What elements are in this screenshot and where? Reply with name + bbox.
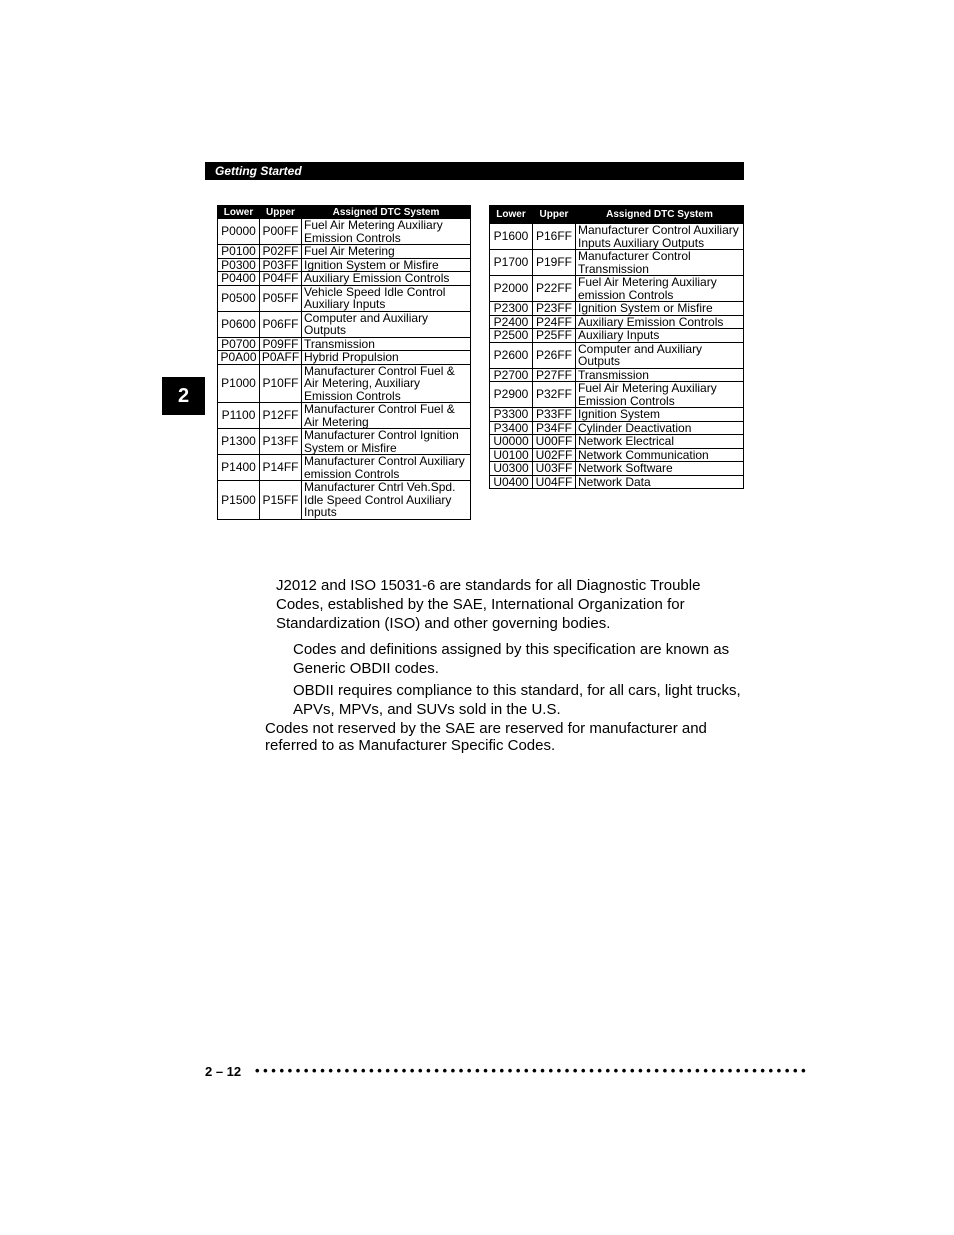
code-upper: P06FF <box>260 311 302 337</box>
dtc-system: Fuel Air Metering Auxiliary Emission Controls <box>576 382 744 408</box>
table-row <box>490 224 744 250</box>
table-row <box>490 448 744 462</box>
code-lower: P1300 <box>218 429 260 455</box>
code-upper: P32FF <box>533 382 576 408</box>
dtc-system: Auxiliary Emission Controls <box>302 272 471 286</box>
code-lower: U0100 <box>490 448 533 462</box>
code-upper: P23FF <box>533 302 576 316</box>
dtc-system: Auxiliary Inputs <box>576 329 744 343</box>
table-row <box>490 302 744 316</box>
dtc-system: Network Data <box>576 475 744 489</box>
dtc-system: Manufacturer Control Ignition System or Misfire <box>302 429 471 455</box>
dtc-system: Manufacturer Control Fuel & Air Metering, Auxiliary Emission Controls <box>302 364 471 403</box>
column-header-system: Assigned DTC System <box>302 206 471 219</box>
dtc-system: Manufacturer Control Fuel & Air Metering <box>302 403 471 429</box>
code-lower: P0A00 <box>218 351 260 365</box>
dtc-system: Computer and Auxiliary Outputs <box>576 342 744 368</box>
dtc-system: Ignition System <box>576 408 744 422</box>
section-title: Getting Started <box>215 164 302 178</box>
page-number: 2 – 12 <box>205 1064 242 1079</box>
generic-codes-paragraph: Codes and definitions assigned by this specification are known as Generic OBDII codes. <box>293 641 730 677</box>
column-header-lower: Lower <box>218 206 260 219</box>
table-row <box>218 245 471 259</box>
code-upper: U02FF <box>533 448 576 462</box>
dtc-system: Fuel Air Metering <box>302 245 471 259</box>
dtc-system: Auxiliary Emission Controls <box>576 315 744 329</box>
dtc-system: Fuel Air Metering Auxiliary Emission Controls <box>302 219 471 245</box>
column-header-upper: Upper <box>260 206 302 219</box>
code-lower: P2300 <box>490 302 533 316</box>
code-upper: P34FF <box>533 421 576 435</box>
code-upper: P33FF <box>533 408 576 422</box>
code-lower: U0300 <box>490 462 533 476</box>
table-row <box>218 481 471 520</box>
table-header-row <box>490 206 744 224</box>
code-upper: P02FF <box>260 245 302 259</box>
code-lower: P2900 <box>490 382 533 408</box>
code-lower: P0700 <box>218 337 260 351</box>
code-upper: P26FF <box>533 342 576 368</box>
dtc-system: Manufacturer Control Auxiliary Inputs Auxiliary Outputs <box>576 224 744 250</box>
code-upper: P27FF <box>533 368 576 382</box>
table-row <box>490 475 744 489</box>
table-row <box>218 272 471 286</box>
code-upper: P22FF <box>533 276 576 302</box>
code-lower: P0100 <box>218 245 260 259</box>
table-row <box>218 337 471 351</box>
dtc-system: Vehicle Speed Idle Control Auxiliary Inputs <box>302 285 471 311</box>
compliance-paragraph: OBDII requires compliance to this standard, for all cars, light trucks, APVs, MPVs, and SUVs sold in the U.S. <box>293 682 741 718</box>
dtc-system: Computer and Auxiliary Outputs <box>302 311 471 337</box>
table-row <box>490 329 744 343</box>
dtc-system: Manufacturer Control Auxiliary emission Controls <box>302 455 471 481</box>
dtc-system: Ignition System or Misfire <box>576 302 744 316</box>
code-lower: P0000 <box>218 219 260 245</box>
dtc-system: Ignition System or Misfire <box>302 258 471 272</box>
code-lower: P2400 <box>490 315 533 329</box>
code-lower: P1500 <box>218 481 260 520</box>
chapter-tab: 2 <box>162 377 205 415</box>
code-lower: P1600 <box>490 224 533 250</box>
table-row <box>490 315 744 329</box>
code-lower: U0400 <box>490 475 533 489</box>
table-row <box>218 351 471 365</box>
code-lower: P1400 <box>218 455 260 481</box>
code-lower: P0400 <box>218 272 260 286</box>
code-upper: P05FF <box>260 285 302 311</box>
code-lower: P2500 <box>490 329 533 343</box>
dtc-system: Hybrid Propulsion <box>302 351 471 365</box>
code-lower: P1000 <box>218 364 260 403</box>
dtc-table-right <box>489 205 744 489</box>
code-upper: P14FF <box>260 455 302 481</box>
table-row <box>218 258 471 272</box>
code-upper: P15FF <box>260 481 302 520</box>
table-row <box>218 311 471 337</box>
table-row <box>218 455 471 481</box>
code-upper: P03FF <box>260 258 302 272</box>
column-header-system: Assigned DTC System <box>576 206 744 224</box>
code-lower: P3400 <box>490 421 533 435</box>
code-lower: U0000 <box>490 435 533 449</box>
code-upper: P12FF <box>260 403 302 429</box>
dtc-system: Network Electrical <box>576 435 744 449</box>
table-row <box>490 435 744 449</box>
dtc-system: Transmission <box>576 368 744 382</box>
table-row <box>490 250 744 276</box>
code-upper: P19FF <box>533 250 576 276</box>
table-row <box>490 462 744 476</box>
code-lower: P0300 <box>218 258 260 272</box>
footer-dot-leader: •••••••••••••••••••••••••••••••••••••••••••••••••••••••••••••••••••• <box>255 1063 810 1078</box>
manufacturer-codes-paragraph: Codes not reserved by the SAE are reserved for manufacturer and referred to as Manufacturer Specific Codes. <box>265 720 707 754</box>
code-upper: P00FF <box>260 219 302 245</box>
code-lower: P2600 <box>490 342 533 368</box>
code-upper: P09FF <box>260 337 302 351</box>
code-upper: P0AFF <box>260 351 302 365</box>
table-row <box>218 285 471 311</box>
dtc-system: Fuel Air Metering Auxiliary emission Controls <box>576 276 744 302</box>
column-header-lower: Lower <box>490 206 533 224</box>
dtc-system: Manufacturer Cntrl Veh.Spd. Idle Speed Control Auxiliary Inputs <box>302 481 471 520</box>
table-row <box>218 364 471 403</box>
code-lower: P3300 <box>490 408 533 422</box>
code-upper: U04FF <box>533 475 576 489</box>
table-row <box>490 368 744 382</box>
dtc-table-left <box>217 205 471 520</box>
code-upper: P13FF <box>260 429 302 455</box>
table-row <box>218 403 471 429</box>
code-upper: U03FF <box>533 462 576 476</box>
code-upper: P10FF <box>260 364 302 403</box>
table-header-row <box>218 206 471 219</box>
section-header-bar <box>205 162 744 180</box>
code-lower: P2000 <box>490 276 533 302</box>
table-row <box>490 421 744 435</box>
dtc-system: Manufacturer Control Transmission <box>576 250 744 276</box>
table-row <box>490 276 744 302</box>
code-upper: P25FF <box>533 329 576 343</box>
standards-paragraph: J2012 and ISO 15031-6 are standards for all Diagnostic Trouble Codes, established by the SAE, International Organization for Standardization (ISO) and other governing bodies. <box>276 577 701 632</box>
code-lower: P0600 <box>218 311 260 337</box>
dtc-system: Transmission <box>302 337 471 351</box>
code-lower: P2700 <box>490 368 533 382</box>
dtc-system: Network Software <box>576 462 744 476</box>
dtc-system: Network Communication <box>576 448 744 462</box>
code-upper: P16FF <box>533 224 576 250</box>
table-row <box>218 219 471 245</box>
table-row <box>490 382 744 408</box>
code-lower: P1100 <box>218 403 260 429</box>
table-row <box>218 429 471 455</box>
code-lower: P1700 <box>490 250 533 276</box>
column-header-upper: Upper <box>533 206 576 224</box>
code-upper: U00FF <box>533 435 576 449</box>
code-lower: P0500 <box>218 285 260 311</box>
dtc-system: Cylinder Deactivation <box>576 421 744 435</box>
table-row <box>490 408 744 422</box>
code-upper: P24FF <box>533 315 576 329</box>
table-row <box>490 342 744 368</box>
code-upper: P04FF <box>260 272 302 286</box>
